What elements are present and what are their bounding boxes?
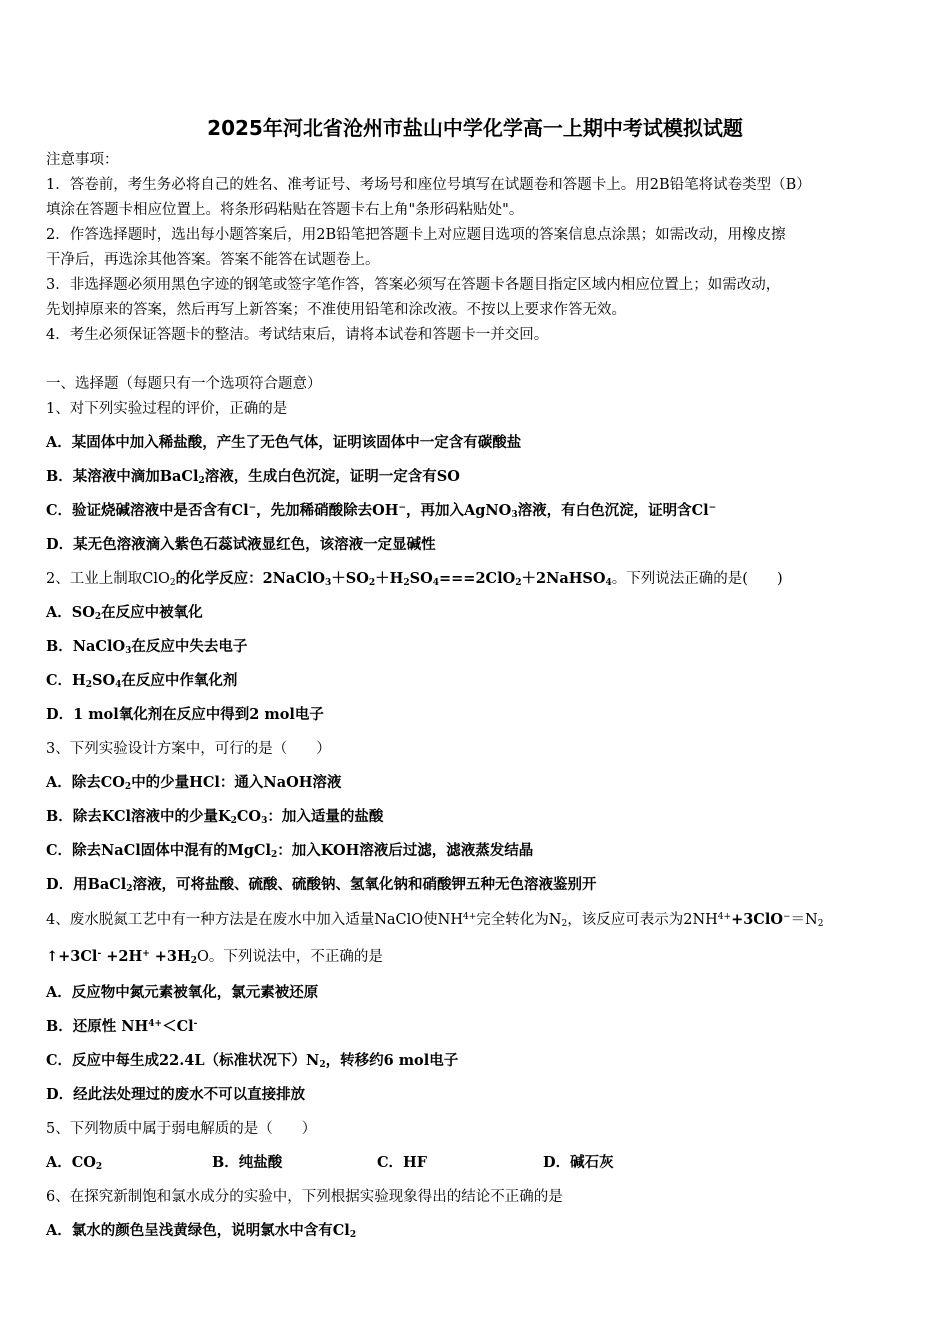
question-2-option-c: C．$H_2SO_4$在反应中作氧化剂	[46, 672, 238, 690]
question-4-option-a: A．反应物中氮元素被氧化，氯元素被还原	[46, 984, 319, 1001]
question-1-stem: 1、对下列实验过程的评价，正确的是	[46, 401, 288, 417]
section-heading: 一、选择题（每题只有一个选项符合题意）	[46, 376, 322, 392]
page-title: 2025年河北省沧州市盐山中学化学高一上期中考试模拟试题	[207, 116, 743, 140]
question-5-stem: 5、下列物质中属于弱电解质的是（ ）	[46, 1121, 317, 1137]
question-1-option-d: D．某无色溶液滴入紫色石蕊试液显红色，该溶液一定显碱性	[46, 536, 436, 553]
question-1-option-b: B．某溶液中滴加BaCl$_2$溶液，生成白色沉淀，证明一定含有SO	[46, 468, 460, 486]
question-3-option-b: B．除去KCl溶液中的少量$K_2CO_3$：加入适量的盐酸	[46, 808, 384, 826]
question-4-stem-cont: ↑+3Cl- $+2H^+ +3H_2O$。下列说法中，不正确的是	[46, 948, 383, 966]
question-4-option-d: D．经此法处理过的废水不可以直接排放	[46, 1086, 306, 1103]
question-6-option-a: A．氯水的颜色呈浅黄绿色，说明氯水中含有$Cl_2$	[46, 1222, 357, 1240]
question-2-option-a: A．$SO_2$在反应中被氧化	[46, 604, 203, 622]
question-4-option-c: C．反应中每生成22.4L（标准状况下）$N_2$，转移约6 mol电子	[46, 1052, 459, 1070]
question-3-option-a: A．除去$CO_2$中的少量HCl：通入NaOH溶液	[46, 774, 342, 792]
question-3-option-c: C．除去NaCl固体中混有的MgCl$_2$：加入KOH溶液后过滤，滤液蒸发结晶	[46, 842, 534, 860]
notice-line: 3．非选择题必须用黑色字迹的钢笔或签字笔作答，答案必须写在答题卡各题目指定区域内相应位置上；如需改动，	[46, 277, 781, 293]
question-1-option-c: C．验证烧碱溶液中是否含有Cl−，先加稀硝酸除去OH−，再加入AgNO$_3$溶液，有白色沉淀，证明含Cl−	[46, 502, 717, 520]
question-5-option-c: C．HF	[377, 1154, 428, 1171]
question-6-stem: 6、在探究新制饱和氯水成分的实验中，下列根据实验现象得出的结论不正确的是	[46, 1189, 563, 1205]
question-2-stem: 2、工业上制取ClO$_2$的化学反应：$2NaClO_3+SO_2+H_2SO_4===2ClO_2+2NaHSO_4$。下列说法正确的是( )	[46, 570, 783, 588]
question-5-option-a: A．$CO_2$	[46, 1154, 103, 1172]
notice-heading: 注意事项：	[46, 152, 119, 168]
notice-line: 1．答卷前，考生务必将自己的姓名、准考证号、考场号和座位号填写在试题卷和答题卡上。用2B铅笔将试卷类型（B）	[46, 177, 811, 193]
question-2-option-b: B．NaClO$_3$在反应中失去电子	[46, 638, 248, 656]
question-3-stem: 3、下列实验设计方案中，可行的是（ ）	[46, 741, 331, 757]
question-3-option-d: D．用BaCl$_2$溶液，可将盐酸、硫酸、硫酸钠、氢氧化钠和硝酸钾五种无色溶液鉴别开	[46, 876, 597, 894]
notice-line: 4．考生必须保证答题卡的整洁。考试结束后，请将本试卷和答题卡一并交回。	[46, 327, 549, 343]
notice-line: 先划掉原来的答案，然后再写上新答案；不准使用铅笔和涂改液。不按以上要求作答无效。	[46, 302, 626, 318]
question-2-option-d: D．1 mol氧化剂在反应中得到2 mol电子	[46, 706, 324, 723]
notice-line: 2．作答选择题时，选出每小题答案后，用2B铅笔把答题卡上对应题目选项的答案信息点涂黑；如需改动，用橡皮擦	[46, 227, 786, 243]
question-1-option-a: A．某固体中加入稀盐酸，产生了无色气体，证明该固体中一定含有碳酸盐	[46, 434, 522, 451]
question-4-stem: 4、废水脱氮工艺中有一种方法是在废水中加入适量NaClO使$NH^{4+}$完全转化为$N_2$，该反应可表示为$2NH^{4+}+3ClO^-=N_2$	[46, 911, 824, 929]
question-5-option-d: D．碱石灰	[543, 1154, 614, 1171]
notice-line: 填涂在答题卡相应位置上。将条形码粘贴在答题卡右上角"条形码粘贴处"。	[46, 202, 524, 218]
notice-line: 干净后，再选涂其他答案。答案不能答在试题卷上。	[46, 252, 380, 268]
question-5-option-b: B．纯盐酸	[212, 1154, 283, 1171]
question-4-option-b: B．还原性 $NH^{4+}<Cl^-$	[46, 1018, 198, 1035]
